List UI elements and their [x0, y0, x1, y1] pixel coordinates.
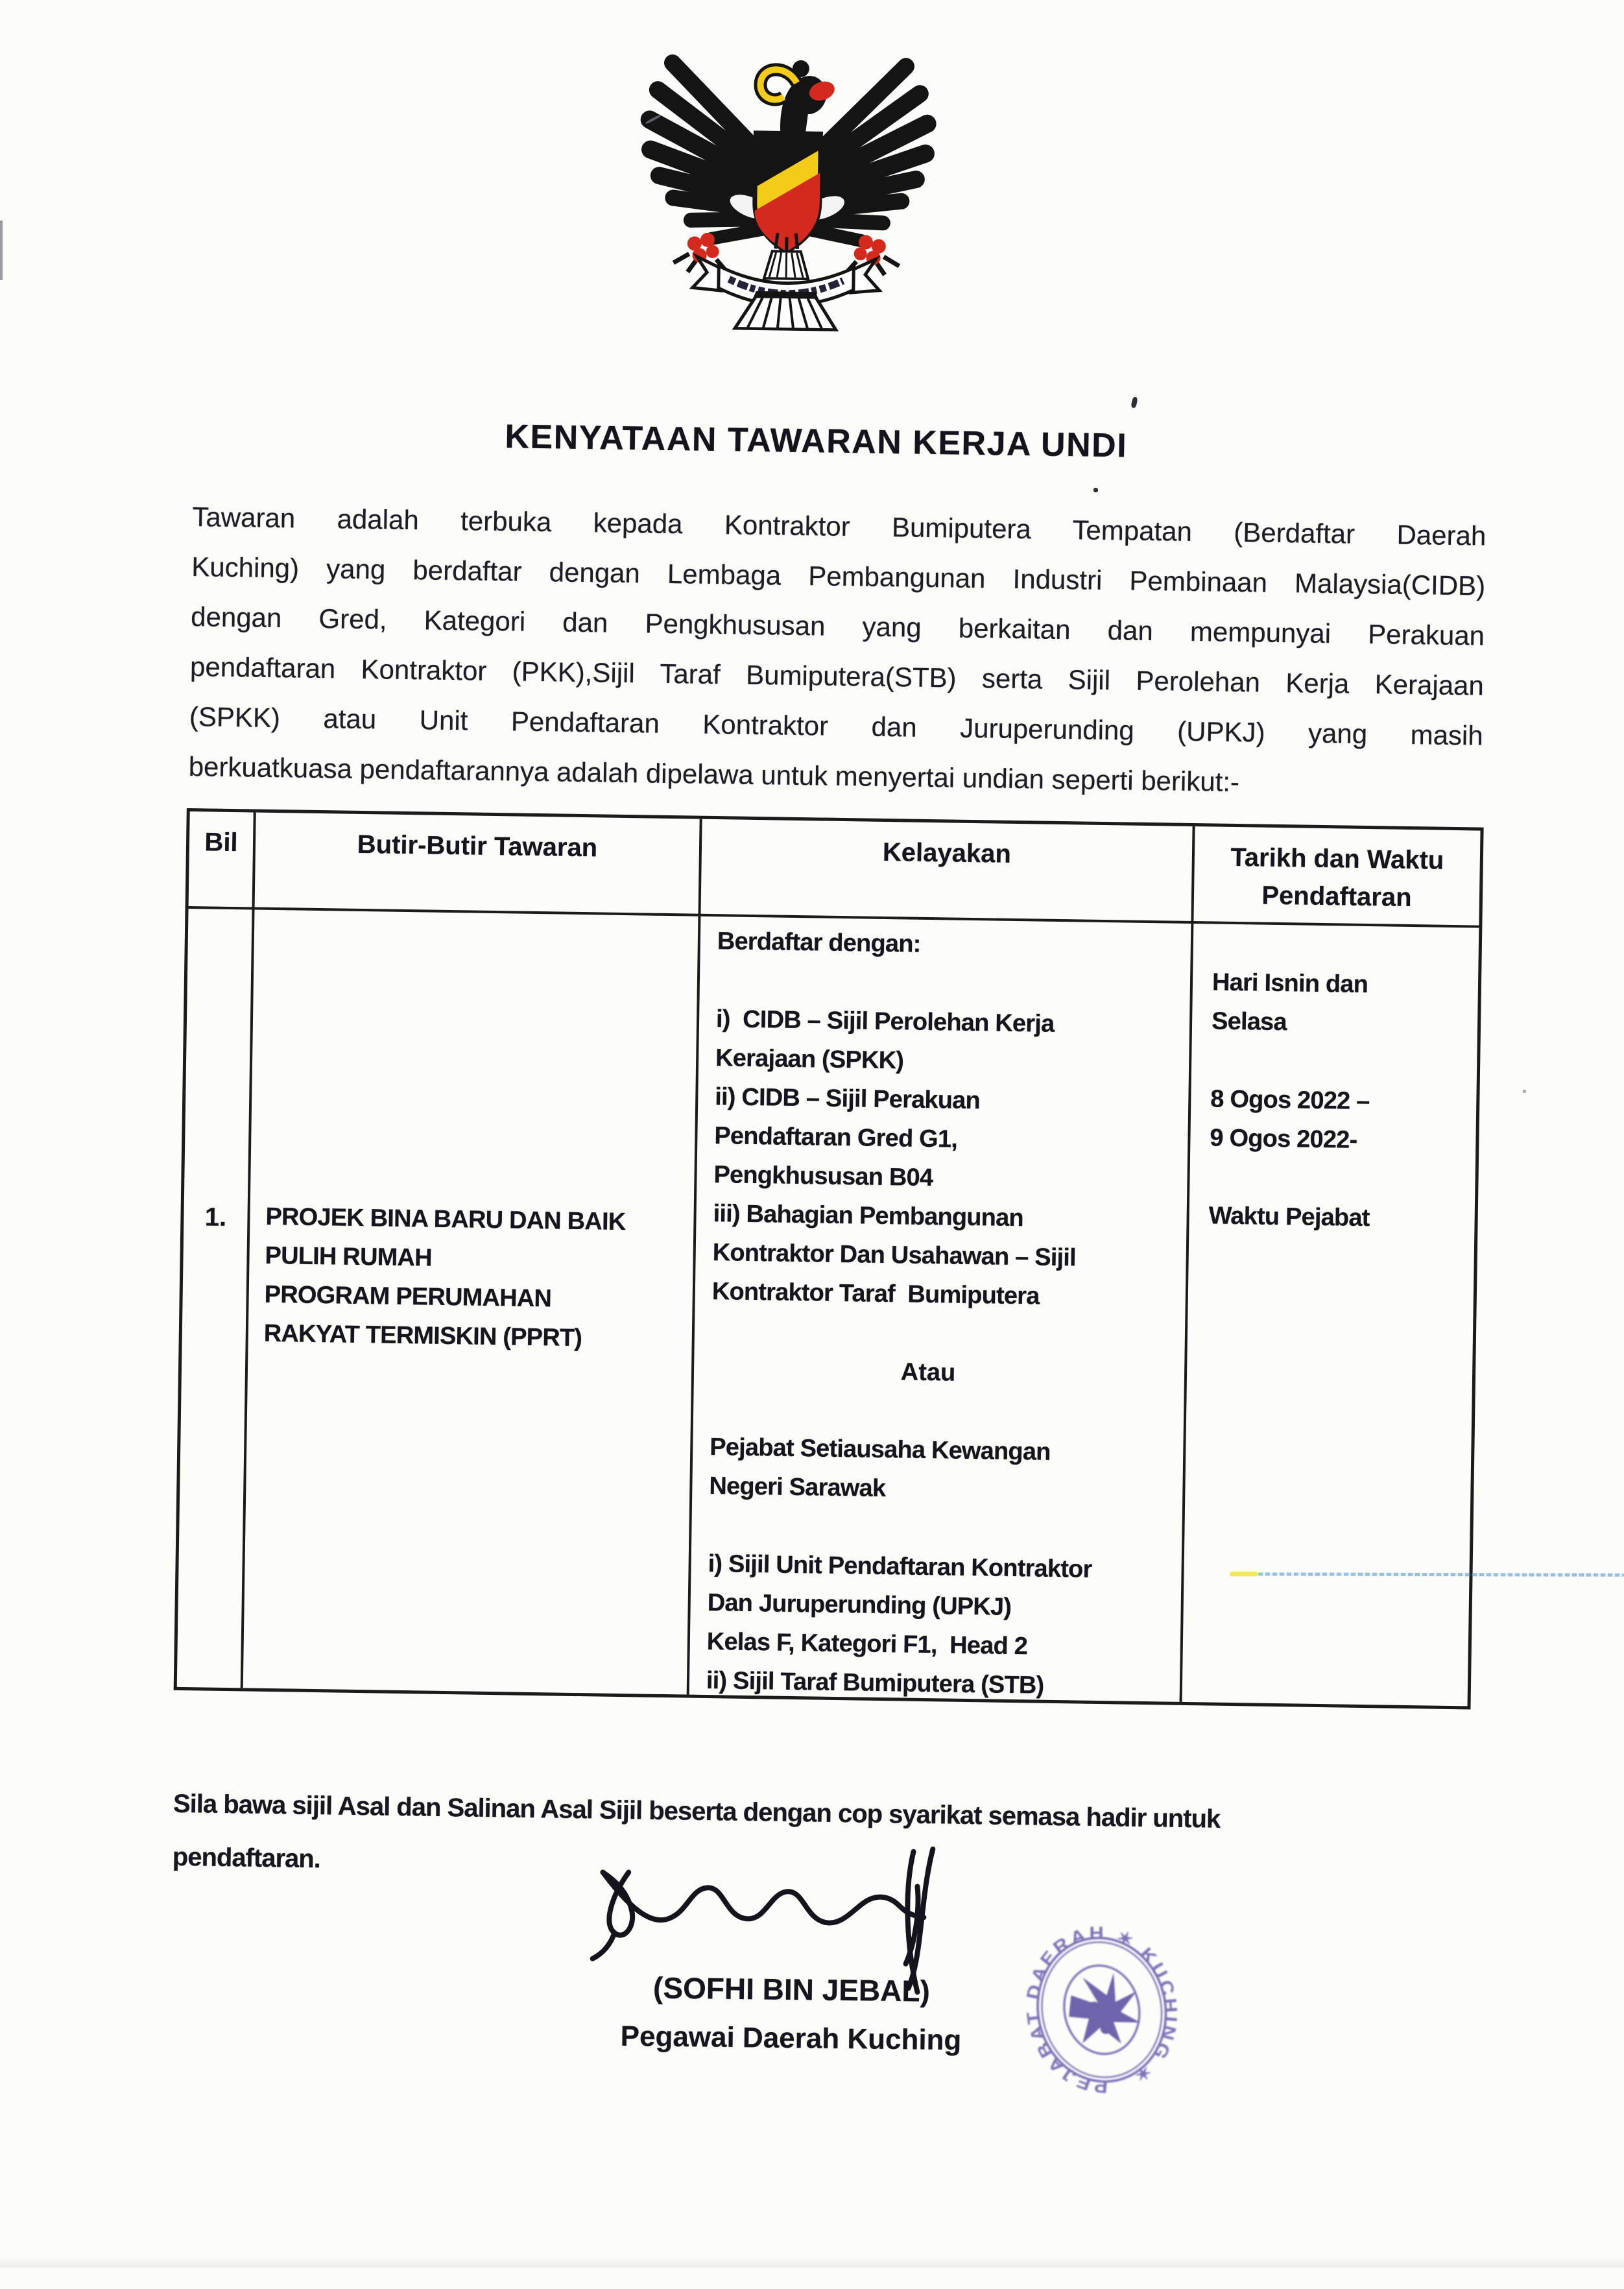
intro-paragraph: Tawaran adalah terbuka kepada Kontraktor Bumiputera Tempatan (Berdaftar Daerah Kuching) yang berdaftar dengan Lembaga Pembangunan Industri Pembinaan Malaysia(CIDB) dengan Gred, Kategori dan Pengkhususan yang berkaitan dan mempunyai Perakuan pendaftaran Kontraktor (PKK),Sijil Taraf Bumiputera(STB) serta Sijil Perolehan Kerja Kerajaan (SPKK) atau Unit Pendaftaran Kontraktor dan Juruperunding (UPKJ) yang masih berkuatkuasa pendaftarannya adalah dipelawa untuk menyertai undian seperti berikut:- [188, 501, 1487, 798]
scanner-edge-artifact [0, 221, 3, 280]
signatory-title: Pegawai Daerah Kuching [620, 2020, 962, 2057]
sarawak-state-crest-icon [623, 35, 952, 333]
kelayakan-registration-lines: Berdaftar dengan: i) CIDB – Sijil Perolehan Kerja Kerajaan (SPKK) ii) CIDB – Sijil Perakuan Pendaftaran Gred G1, Pengkhususan B04 iii) Bahagian Pembangunan Kontraktor Dan Usahawan – Sijil Kontraktor Taraf Bumiputera [711, 928, 1077, 1310]
yellow-highlight-segment [1230, 1572, 1258, 1576]
closing-note: Sila bawa sijil Asal dan Salinan Asal Sijil beserta dengan cop syarikat semasa hadir untuk pendaftaran. [172, 1789, 1221, 1874]
highlighter-artifact-line [1230, 1572, 1624, 1579]
official-stamp [1012, 1910, 1192, 2117]
table-header-tarikh: Tarikh dan Waktu Pendaftaran [1193, 826, 1480, 928]
scan-bottom-shadow [0, 2256, 1624, 2268]
page-title: KENYATAAN TAWARAN KERJA UNDI [505, 418, 1128, 465]
signature-block [562, 1969, 1020, 2058]
signatory-name: (SOFHI BIN JEBAL) [652, 1971, 931, 2008]
kelayakan-alternative-lines: Pejabat Setiausaha Kewangan Negeri Sarawak i) Sijil Unit Pendaftaran Kontraktor Dan Juruperunding (UPKJ) Kelas F, Kategori F1, Head 2 ii) Sijil Taraf Bumiputera (STB) [706, 1433, 1092, 1699]
cell-bil: 1. [177, 909, 255, 1688]
stamp-ring-text: PEJABAT DAERAH ✶ KUCHING ✶ [1022, 1923, 1182, 2097]
kelayakan-or-label: Atau [900, 1358, 956, 1387]
cell-butir-tawaran: PROJEK BINA BARU DAN BAIK PULIH RUMAH PROGRAM PERUMAHAN RAKYAT TERMISKIN (PPRT) [243, 910, 701, 1695]
scan-speck [1523, 1090, 1526, 1093]
cell-kelayakan [689, 917, 1194, 1702]
scan-speck [1093, 488, 1098, 492]
table-header-kelayakan: Kelayakan [700, 819, 1195, 924]
table-header-bil: Bil [189, 811, 256, 909]
table-header-butir: Butir-Butir Tawaran [255, 813, 702, 917]
stamp-bird-emblem-icon [1062, 1967, 1147, 2054]
cell-tarikh-waktu: Hari Isnin dan Selasa 8 Ogos 2022 – 9 Ogos 2022- Waktu Pejabat [1208, 968, 1370, 1232]
blue-pen-segment [1258, 1572, 1624, 1576]
